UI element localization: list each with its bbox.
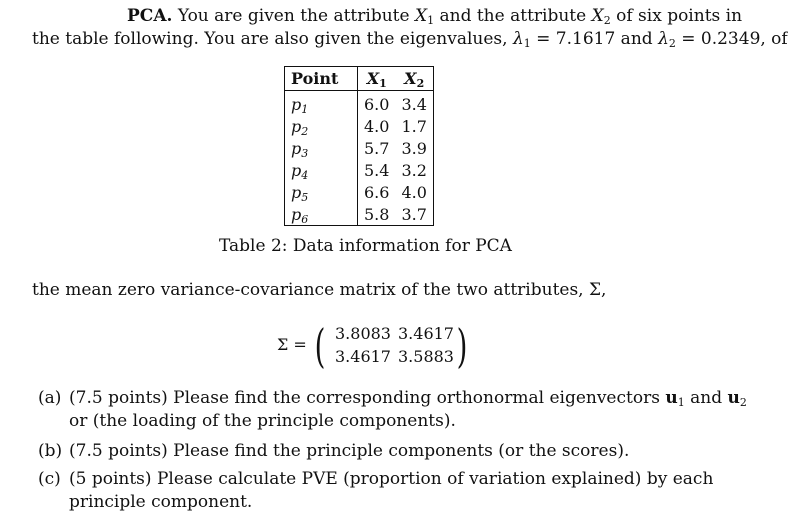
x1-cell: 5.4 [364, 160, 390, 180]
x2-cell: 3.7 [395, 203, 433, 226]
lambda1-value: = 7.1617 [530, 29, 616, 49]
question-body: (7.5 points) Please find the principle components (or the scores). [69, 441, 630, 461]
question-body: (7.5 points) Please find the corresponding orthonormal eigenvectors $u_1$ and $u_2$ or (the loading of the principle components). [69, 388, 747, 431]
left-paren: ( [314, 319, 326, 373]
x1-cell: 4.0 [364, 116, 390, 136]
point-cell: $p_4$ [285, 159, 358, 181]
u2-symbol: u [727, 388, 740, 408]
point-cell: $p_2$ [285, 115, 358, 137]
matrix-cell-21: 3.4617 [335, 347, 391, 366]
lambda1-symbol: λ [512, 29, 524, 49]
question-tag: (b) [38, 441, 63, 461]
lambda2-subscript: 2 [668, 37, 676, 50]
question-tag: (a) [38, 388, 62, 408]
lambda1-subscript: 1 [523, 37, 531, 50]
x1-symbol: X [414, 6, 428, 26]
intro-text-e: and [615, 29, 659, 49]
table-row [285, 181, 434, 203]
intro-line-1 [127, 4, 742, 28]
intro-text-c: of six points in [610, 6, 743, 26]
x1-cell: 6.6 [364, 182, 390, 202]
table-row [285, 159, 434, 181]
x1-cell: 5.8 [358, 203, 396, 226]
x1-cell: 6.0 [364, 94, 390, 114]
table-caption: Table 2: Data information for PCA [219, 236, 512, 256]
covariance-text: the mean zero variance-covariance matrix of the two attributes, Σ, [32, 280, 607, 300]
x2-cell: 3.2 [395, 159, 433, 181]
x2-cell: 3.9 [395, 137, 433, 159]
intro-text-a: You are given the attribute [172, 6, 415, 26]
table-row [285, 91, 434, 116]
x1-cell: 5.7 [364, 138, 390, 158]
x2-symbol: X [591, 6, 604, 26]
right-paren: ) [456, 319, 468, 373]
x1-subscript: 1 [427, 14, 435, 27]
x2-cell: 1.7 [395, 115, 433, 137]
question-body: (5 points) Please calculate PVE (proportion of variation explained) by each principle component. [69, 469, 714, 512]
lambda2-value: = 0.2349, of [675, 29, 788, 49]
matrix-cell-11: 3.8083 [335, 324, 391, 343]
table-row [285, 137, 434, 159]
header-x2: $X_2$ [395, 66, 433, 91]
sigma-label: Σ = [277, 335, 307, 354]
point-cell: $p_1$ [285, 91, 358, 116]
point-cell: $p_5$ [285, 181, 358, 203]
matrix-cell-22: 3.5883 [398, 347, 454, 366]
point-cell: $p_3$ [285, 137, 358, 159]
x2-subscript: 2 [603, 14, 611, 27]
x2-cell: 4.0 [395, 181, 433, 203]
table-header-row [285, 66, 434, 91]
intro-text-d: the table following. You are also given the eigenvalues, [32, 29, 513, 49]
u1-symbol: u [665, 388, 678, 408]
header-x1: $X_1$ [358, 66, 396, 91]
question-tag: (c) [38, 469, 61, 489]
table-row [285, 115, 434, 137]
x2-cell: 3.4 [395, 91, 433, 116]
point-cell: $p_6$ [285, 203, 358, 226]
header-point: Point [285, 66, 358, 91]
lambda2-symbol: λ [658, 29, 669, 49]
table-row [285, 203, 434, 226]
data-table [284, 66, 434, 226]
matrix-cell-12: 3.4617 [398, 324, 454, 343]
pca-heading: PCA. [127, 6, 173, 26]
intro-text-b: and the attribute [434, 6, 592, 26]
intro-line-2 [32, 27, 788, 51]
